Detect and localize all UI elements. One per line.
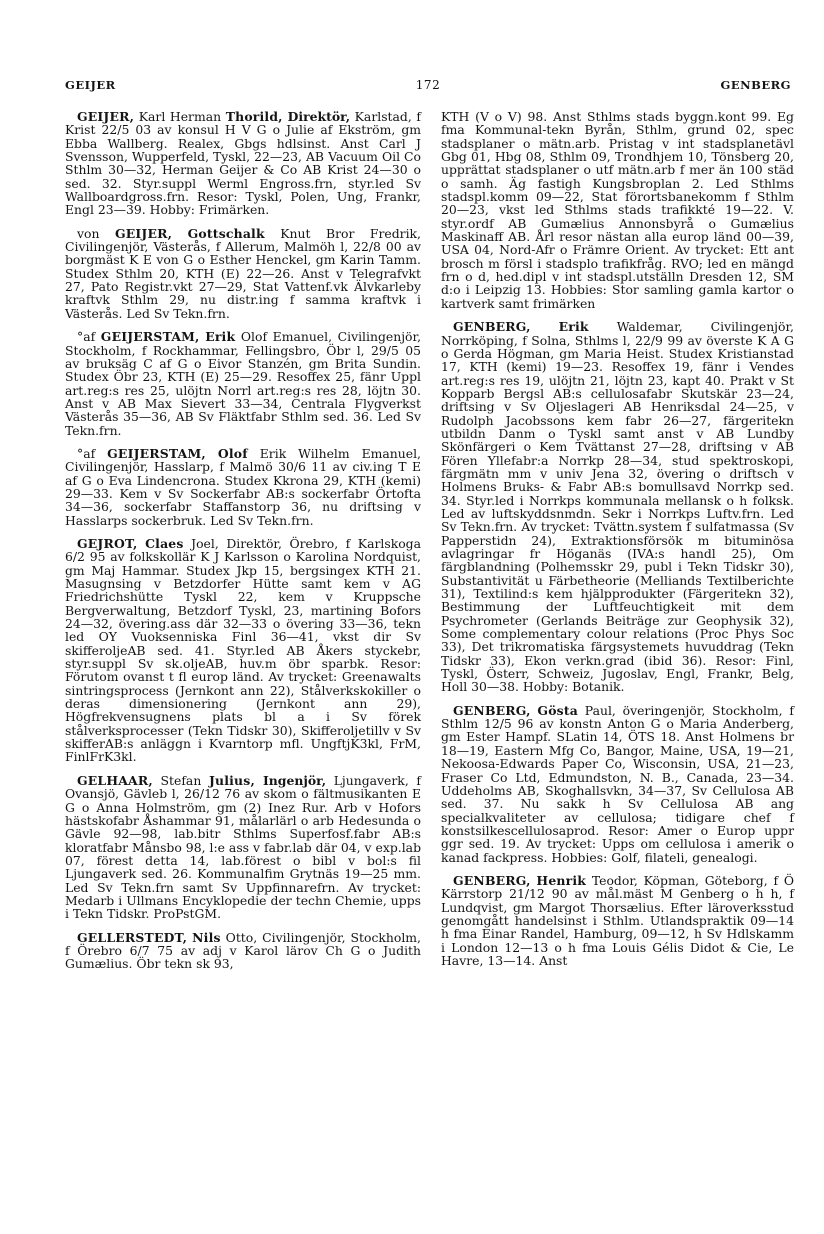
entry-call-name: Gottschalk [187,225,265,241]
entry-surname: GEIJERSTAM, [100,329,200,345]
entry-surname: GELHAAR, [77,772,153,788]
entry-prefix: von [77,225,115,241]
entry-body: Teodor, Köpman, Göteborg, f Ö Kärrstorp 21/12 90 av mål.mäst M Genberg o h h, f Lundqvist, gm Margot Thorsælius. Efter läroverksstud genomgått handelsinst i Sthlm. Utlandspraktik 09—14 h fma Einar Randel, Hamburg, 09—12, h Sv Hdlskamm i London 12—13 o h fma Louis Gélis Didot & Cie, Le Havre, 13—14. Anst [441,872,794,968]
right-column [441,110,794,977]
entry-role: Ingenjör, [254,772,327,788]
entry-surname: GENBERG, [453,319,531,335]
left-column [65,110,421,981]
header-last-entry: GENBERG [720,78,791,92]
entry-surname: GENBERG, [453,872,531,888]
entry-call-name: Nils [192,929,221,945]
entry-call-name: Claes [145,535,184,551]
entry-call-name: Erik [205,329,236,345]
entry-gellerstedt-continued [441,110,794,310]
entry-gellerstedt-nils [65,931,421,971]
running-header [65,78,791,96]
entry-surname: GEIJERSTAM, [107,445,206,461]
entry-body: Knut Bror Fredrik, Civilingenjör, Västerås, f Allerum, Malmöh l, 22/8 00 av borgmäst K E von G o Esther Henckel, gm Karin Tamm. Studex Sthlm 20, KTH (E) 22—26. Anst v Telegrafvkt 27, Patо Registr.vkt 27—29, Stat Vattenf.vk Älvkarleby kraftvk Sthlm 29, nu distr.ing f samma kraftvk i Västerås. Led Sv Tekn.frn. [65,225,421,321]
entry-genberg-erik [441,320,794,694]
entry-body: Erik Wilhelm Emanuel, Civilingenjör, Hasslarp, f Malmö 30/6 11 av civ.ing T E af G o Eva Lindencrona. Studex Kkrona 29, KTH (kemi) 29—33. Kem v Sv Sockerfabr AB:s sockerfabr Örtofta 34—36, sockerfabr Staffanstorp 36, nu driftsing v Hasslarps sockerbruk. Led Sv Tekn.frn. [65,445,421,528]
entry-body: Otto, Civilingenjör, Stockholm, f Örebro 6/7 75 av adj v Karol lärov Ch G o Judith Gumælius. Öbr tekn sk 93, [65,929,421,972]
entry-call-name: Erik [558,319,589,335]
entry-given-name: Karl Herman [134,109,226,124]
entry-geijerstam-olof [65,447,421,527]
entry-role: Direktör, [282,109,351,124]
entry-call-name: Thorild, [225,109,283,124]
entry-prefix: °af [77,329,101,345]
entry-surname: GENBERG, [453,702,531,718]
entry-surname: GELLERSTEDT, [77,929,188,945]
entry-prefix: °af [77,445,108,461]
entry-genberg-henrik [441,874,794,967]
entry-surname: GEIJER, [114,225,173,241]
entry-body: KTH (V o V) 98. Anst Sthlms stads byggn.kont 99. Eg fma Kommunal-tekn Byrån, Sthlm, grund 02, spec stadsplaner o mätn.arb. Pristag v int stadsplanetävl Gbg 01, Hbg 08, Sthlm 09, Trondhjem 10, Tönsberg 20, upprättat stadsplaner o utf mätn.arb f mer än 100 städ o samh. Äg fastigh Kungsbroplan 2. Led Sthlms stadspl.komm 09—22, Stat förortsbanekomm f Sthlm 20—23, vkst led Sthlms stads trafikkté 19—22. V. styr.ordf AB Gumælius Annonsbyrå o Gumælius Maskinaff AB. Årl resor nästan alla europ länd 00—39, USA 04, Nord-Afr o Främre Orient. Av trycket: Ett ant brosch m försl i stadsplо trafikfråg. RVO; led en mängd frn o d, hed.dipl v int stadspl.utställn Dresden 12, SM d:o i Leipzig 13. Hobbies: Stor samling gamla kartor o kartverk samt frimärken [441,109,794,311]
entry-call-name: Olof [217,445,248,461]
entry-body: Olof Emanuel, Civilingenjör, Stockholm, f Rockhammar, Fellingsbro, Öbr l, 29/5 05 av bruksäg C af G o Eivor Stanzén, gm Brita Sundin. Studex Öbr 23, KTH (E) 25—29. Resoffex 25, fänr Uppl art.reg:s res 25, ulöjtn Norrl art.reg:s res 28, löjtn 30. Anst v AB Max Sievert 33—34, Centrala Flygverkst Västerås 35—36, AB Sv Fläktfabr Sthlm sed. 36. Led Sv Tekn.frn. [65,329,422,438]
entry-surname: GEJROT, [77,535,138,551]
entry-given-name: Stefan [152,772,209,788]
entry-genberg-gosta [441,704,794,864]
entry-geijerstam-erik [65,330,421,437]
entry-call-name: Gösta [537,702,578,718]
entry-call-name: Henrik [536,872,587,888]
entry-surname: GEIJER, [77,109,135,124]
entry-geijer-gottschalk [65,227,421,320]
entry-gelhaar-stefan [65,774,421,921]
entry-body: Karlstad, f Krist 22/5 03 av konsul H V G o Julie af Ekström, gm Ebba Wallberg. Realex, Gbgs hdlsinst. Anst Carl J Svensson, Wupperfeld, Tyskl, 22—23, AB Vacuum Oil Co Sthlm 30—32, Herman Geijer & Co AB Krist 24—30 o sed. 32. Styr.suppl Werml Engross.frn, styr.led Sv Wallboardgross.frn. Resor: Tyskl, Polen, Ung, Frankr, Engl 23—39. Hobby: Frimärken. [65,109,421,218]
entry-body: Paul, överingenjör, Stockholm, f Sthlm 12/5 96 av konstn Anton G o Maria Anderberg, gm Ester Hampf. SLatin 14, ÖTS 18. Anst Holmens br 18—19, Eastern Mfg Co, Bangor, Maine, USA, 19—21, Nekoosa-Edwards Paper Co, Wisconsin, USA, 21—23, Fraser Co Ltd, Edmundston, N. B., Canada, 23—34. Uddeholms AB, Skoghallsvkn, 34—37, Sv Cellulosa AB sed. 37. Nu sakk h Sv Cellulosa AB ang specialkvaliteter av cellulosa; tidigare chef f konstsilkescellulosaprod. Resor: Amer o Europ uppr ggr sed. 19. Av trycket: Upps om cellulosa i amerik o kanad fackpress. Hobbies: Golf, filateli, genealogi. [441,702,794,865]
header-first-entry: GEIJER [65,78,116,92]
entry-body: Ljungaverk, f Ovansjö, Gävleb l, 26/12 76 av skom o fältmusikanten E G o Anna Holmström, gm (2) Inez Rur. Arb v Hofors hästskofabr Åshammar 91, målarlärl o arb Hedesunda o Gävle 92—98, lab.bitr Sthlms Superfosf.fabr AB:s kloratfabr Månsbo 98, l:e ass v fabr.lab där 04, v exp.lab 07, förest detta 14, lab.förest o bibl v bol:s fil Ljungaverk sed. 26. Kommunalfim Grytnäs 19—25 mm. Led Sv Tekn.frn samt Sv Uppfinnarefrn. Av trycket: Medarb i Ullmans Encyklopedie der techn Chemie, upps i Tekn Tidskr. ProPstGM. [65,772,421,922]
entry-geijer-karl [65,110,421,217]
entry-body: Joel, Direktör, Örebro, f Karlskoga 6/2 95 av folkskollär K J Karlsson o Karolina Nordquist, gm Maj Hammar. Studex Jkp 15, bergsingex KTH 21. Masugnsing v Betzdorfer Hütte samt kem v AG Friedrichshütte Tyskl 22, kem v Kruppsche Bergverwaltung, Betzdorf Tyskl, 23, martining Bofors 24—32, övering.ass där 32—33 o övering 33—36, tekn led OY Vuoksenniska Finl 36—41, vkst dir Sv skifferoljeAB sed. 41. Styr.led AB Åkers styckebr, styr.suppl Sv sk.oljeAB, huv.m öbr sparbk. Resor: Förutom ovanst t fl europ länd. Av trycket: Greenawalts sintringsprocess (Jernkont ann 22), Stålverkskokiller o deras dimensionering (Jernkont ann 29), Högfrekvensugnens plats bl a i Sv förek stålverksprocesser (Tekn Tidskr 30), Skifferoljetillv v Sv skifferAB:s anläggn i Kvarntorp mfl. UngftjK3kl, FrM, FinlFrK3kl. [65,535,421,765]
page-number: 172 [415,78,441,92]
entry-body: Waldemar, Civilingenjör, Norrköping, f Solna, Sthlms l, 22/9 99 av överste K A G o Gerda Högman, gm Maria Heist. Studex Kristianstad 17, KTH (kemi) 19—23. Resoffex 19, fänr i Vendes art.reg:s res 19, ulöjtn 21, löjtn 23, kapt 40. Prakt v St Kopparb Bergsl AB:s cellulosafabr Skutskär 23—24, driftsing v Sv Oljeslageri AB Henriksdal 24—25, v Rudolph Jacobssons kem fabr 26—27, färgeritekn utbildn Danm o Tyskl samt anst v AB Lundby Skönfärgeri o Kem Tvättanst 27—28, driftsing v AB Fören Yllefabr:a Norrkp 28—34, stud spektroskopi, färgmätn mm v univ Jena 32, övering o driftsch v Holmens Bruks- & Fabr AB:s bomullsavd Norrkp sed. 34. Styr.led i Norrkps kommunala mellansk o h folksk. Led av luftskyddsnmdn. Sekr i Norrkps Luftv.frn. Led Sv Tekn.frn. Av trycket: Tvättn.system f sulfatmassa (Sv Papperstidn 24), Extraktionsförsök m bituminösa avlagringar fr Höganäs (IVA:s handl 25), Om färgblandning (Polhemsskr 29, publ i Tekn Tidskr 30), Substantivität u Färbetheorie (Melliands Textilberichte 31), Textilind:s kem hjälpprodukter (Färgeritekn 32), Bestimmung der Luftfeuchtigkeit mit dem Psychrometer (Gerlands Beiträge zur Geophysik 32), Some complementary colour relations (Proc Phys Soc 33), Det trikromatiska färgsystemets huvuddrag (Tekn Tidskr 33), Ekon verkn.grad (ibid 36). Resor: Finl, Tyskl, Österr, Schweiz, Jugoslav, Engl, Frankr, Belg, Holl 30—38. Hobby: Botanik. [441,319,794,695]
entry-gejrot-claes [65,537,421,764]
entry-call-name: Julius, [208,772,255,788]
